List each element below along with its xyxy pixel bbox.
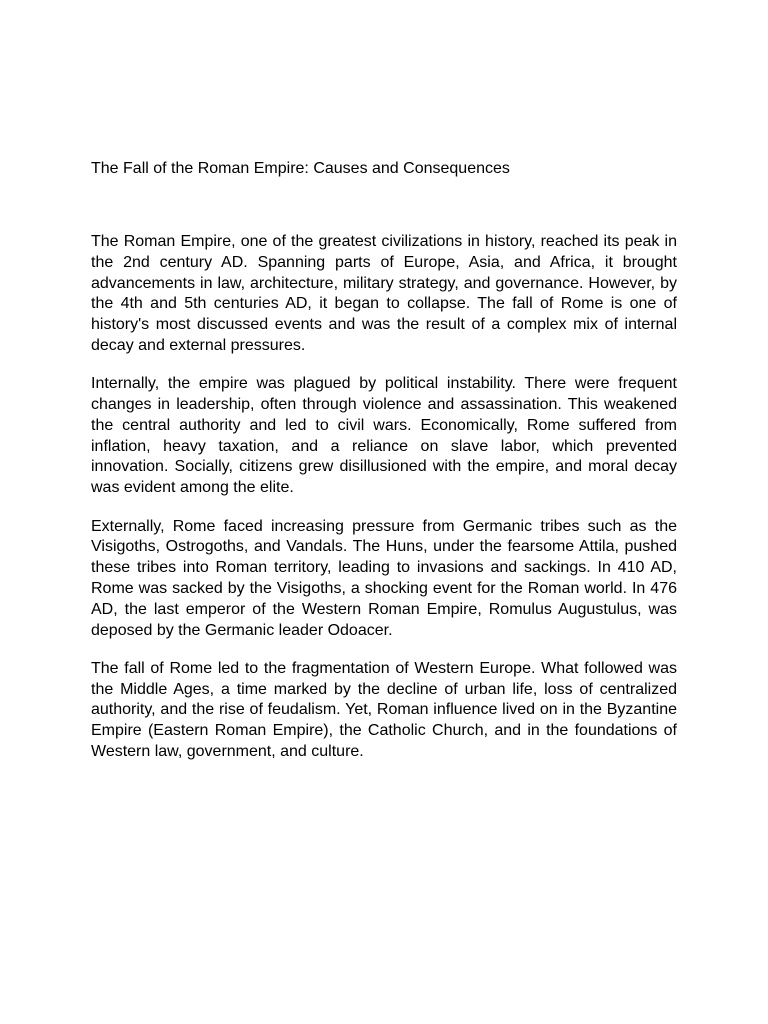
document-title: The Fall of the Roman Empire: Causes and Consequences <box>91 160 510 177</box>
paragraph-consequences: The fall of Rome led to the fragmentation of Western Europe. What followed was the Middle Ages, a time marked by the decline of urban life, loss of centralized authority, and the rise of feudalism. Yet, Roman influence lived on in the Byzantine Empire (Eastern Roman Empire), the Catholic Church, and in the foundations of Western law, government, and culture. <box>91 659 677 761</box>
paragraph-internal-causes: Internally, the empire was plagued by political instability. There were frequent changes in leadership, often through violence and assassination. This weakened the central authority and led to civil wars. Economically, Rome suffered from inflation, heavy taxation, and a reliance on slave labor, which prevented innovation. Socially, citizens grew disillusioned with the empire, and moral decay was evident among the elite. <box>91 375 677 497</box>
document-body <box>91 232 677 780</box>
paragraph-external-causes: Externally, Rome faced increasing pressure from Germanic tribes such as the Visigoths, Ostrogoths, and Vandals. The Huns, under the fearsome Attila, pushed these tribes into Roman territory, leading to invasions and sackings. In 410 AD, Rome was sacked by the Visigoths, a shocking event for the Roman world. In 476 AD, the last emperor of the Western Roman Empire, Romulus Augustulus, was deposed by the Germanic leader Odoacer. <box>91 517 677 639</box>
paragraph-intro: The Roman Empire, one of the greatest civilizations in history, reached its peak in the 2nd century AD. Spanning parts of Europe, Asia, and Africa, it brought advancements in law, architecture, military strategy, and governance. However, by the 4th and 5th centuries AD, it began to collapse. The fall of Rome is one of history's most discussed events and was the result of a complex mix of internal decay and external pressures. <box>91 233 677 354</box>
